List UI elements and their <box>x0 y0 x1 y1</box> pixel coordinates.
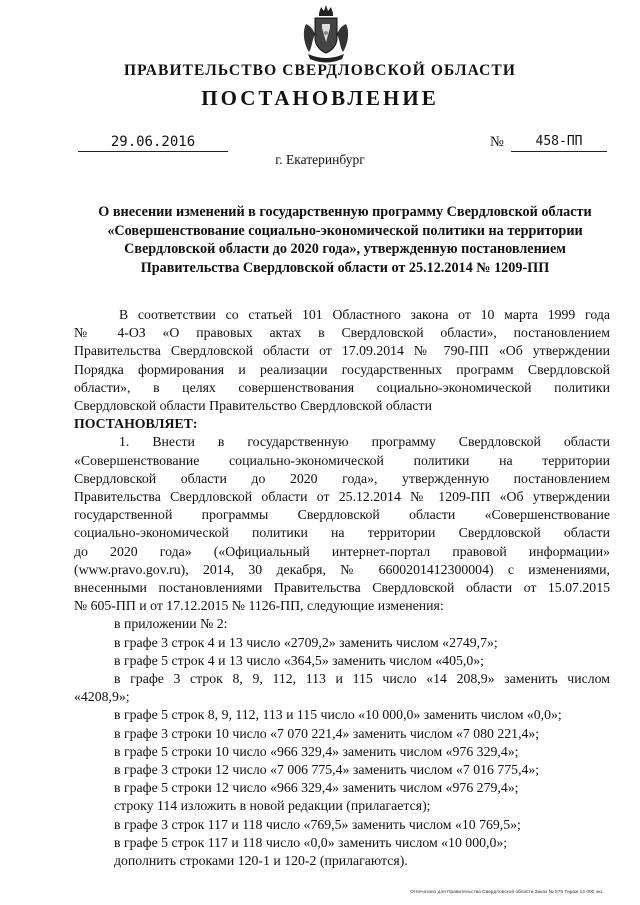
item-line: «Совершенствование социально-экономической политики на территории <box>74 452 610 468</box>
change-line: дополнить строками 120-1 и 120-2 (прилагаются). <box>114 853 408 869</box>
change-line: в графе 5 строк 117 и 118 число «0,0» заменить числом «10 000,0»; <box>114 834 508 850</box>
document-title <box>78 203 612 277</box>
item-line: Правительства Свердловской области от 25.12.2014 № 1209-ПП «Об утверждении <box>74 489 610 505</box>
item-line: 1. Внести в государственную программу Свердловской области <box>119 434 610 450</box>
change-line: в графе 3 строки 10 число «7 070 221,4» заменить числом «7 080 221,4»; <box>114 725 540 741</box>
change-line: в графе 5 строк 8, 9, 112, 113 и 115 число «10 000,0» заменить числом «0,0»; <box>114 707 562 723</box>
title-line: Свердловской области до 2020 года», утвержденную постановлением <box>124 241 566 257</box>
government-name: ПРАВИТЕЛЬСТВО СВЕРДЛОВСКОЙ ОБЛАСТИ <box>123 62 516 79</box>
change-line: в графе 5 строки 12 число «966 329,4» заменить числом «976 279,4»; <box>114 780 519 796</box>
change-line: в приложении № 2: <box>114 616 228 632</box>
change-line: в графе 3 строки 12 число «7 006 775,4» заменить числом «7 016 775,4»; <box>114 762 540 778</box>
preamble-line: Правительства Свердловской области от 17.09.2014 № 790-ПП «Об утверждении <box>74 343 610 359</box>
coat-of-arms-icon <box>300 4 352 66</box>
title-line: О внесении изменений в государственную программу Свердловской области <box>98 204 592 220</box>
change-line: в графе 5 строки 10 число «966 329,4» заменить числом «976 329,4»; <box>114 743 519 759</box>
item-line: внесенными постановлениями Правительства Свердловской области от 15.07.2015 <box>74 580 610 596</box>
item-line: Свердловской области до 2020 года», утвержденную постановлением <box>74 470 610 486</box>
item-line: социально-экономической политики на территории Свердловской области <box>74 525 610 541</box>
change-line: в графе 3 строк 117 и 118 число «769,5» заменить числом «10 769,5»; <box>114 816 521 832</box>
change-line: в графе 3 строк 4 и 13 число «2709,2» заменить числом «2749,7»; <box>114 634 498 650</box>
preamble-line: № 4-ОЗ «О правовых актах в Свердловской области», постановлением <box>74 325 610 341</box>
document-type: ПОСТАНОВЛЕНИЕ <box>201 86 439 110</box>
item-line: до 2020 года» («Официальный интернет-портал правовой информации» <box>74 543 610 559</box>
preamble-line: В соответствии со статьей 101 Областного закона от 10 марта 1999 года <box>119 307 610 322</box>
title-line: «Совершенствование социально-экономической политики на территории <box>107 222 583 239</box>
preamble-line: области», в целях совершенствования социально-экономической политики <box>74 379 610 395</box>
change-line: в графе 3 строк 8, 9, 112, 113 и 115 число «14 208,9» заменить числом <box>114 671 610 687</box>
city: г. Екатеринбург <box>275 152 365 167</box>
decree-date: 29.06.2016 <box>78 133 228 152</box>
decree-number: 458-ПП <box>511 133 607 152</box>
print-footer: Отпечатано для Правительства Свердловской области Заказ № 575 Тираж 14 000 экз. <box>410 890 604 895</box>
document-body <box>74 306 610 870</box>
change-line: «4208,9»; <box>74 689 130 705</box>
number-sign: № <box>490 134 504 150</box>
title-line: Правительства Свердловской области от 25.12.2014 № 1209-ПП <box>140 259 550 276</box>
preamble-line: Порядка формирования и реализации государственных программ Свердловской <box>74 361 610 377</box>
change-line: строку 114 изложить в новой редакции (прилагается); <box>114 798 431 814</box>
item-line: государственной программы Свердловской области «Совершенствование <box>74 507 610 523</box>
change-line: в графе 5 строк 4 и 13 число «364,5» заменить числом «405,0»; <box>114 652 484 668</box>
item-line: (www.pravo.gov.ru), 2014, 30 декабря, № 6600201412300004) с изменениями, <box>74 561 610 577</box>
item-line: № 605-ПП и от 17.12.2015 № 1126-ПП, следующие изменения: <box>74 598 444 614</box>
resolves-heading: ПОСТАНОВЛЯЕТ: <box>74 416 198 432</box>
preamble-line: Свердловской области Правительство Свердловской области <box>74 398 432 414</box>
